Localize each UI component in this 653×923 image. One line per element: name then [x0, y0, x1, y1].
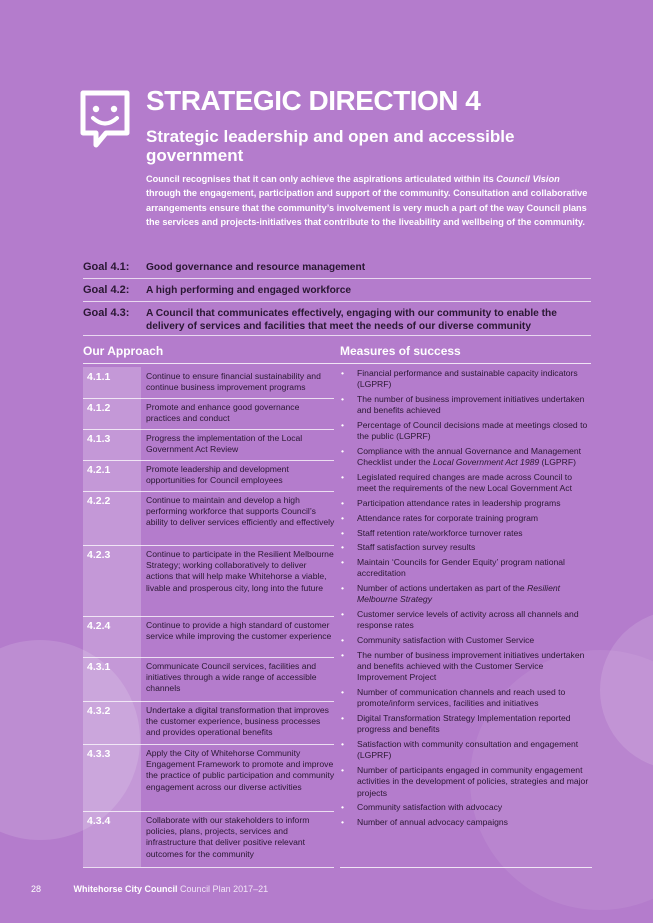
- approach-code: 4.1.1: [83, 367, 141, 398]
- approach-text: Apply the City of Whitehorse Community Engagement Framework to promote and improve the practice of public participation and community engagement across our diverse activities: [146, 748, 335, 792]
- measure-item: • Maintain ‘Councils for Gender Equity’ program national accreditation: [340, 557, 592, 579]
- approach-row: [83, 491, 334, 546]
- approach-code: 4.3.1: [83, 657, 141, 701]
- approach-code: 4.3.4: [83, 811, 141, 867]
- measure-item: • Customer service levels of activity across all channels and response rates: [340, 609, 592, 631]
- approach-text: Promote and enhance good governance practices and conduct: [146, 402, 300, 424]
- measure-item: • Satisfaction with community consultation and engagement (LGPRF): [340, 739, 592, 761]
- approach-code: 4.3.3: [83, 744, 141, 811]
- measure-item: • Participation attendance rates in leadership programs: [340, 498, 592, 509]
- goal-label: Goal 4.1:: [83, 261, 130, 273]
- footer-doc-title: Council Plan 2017–21: [180, 884, 269, 894]
- speech-bubble-smiley-icon: [79, 89, 131, 149]
- goal-row: [83, 261, 591, 279]
- approach-code: 4.2.3: [83, 545, 141, 616]
- approach-row: [83, 744, 334, 812]
- goal-label: Goal 4.2:: [83, 284, 130, 296]
- measure-item: • Legislated required changes are made across Council to meet the requirements of the new Local Government Act: [340, 472, 592, 494]
- approach-code: 4.1.3: [83, 429, 141, 460]
- page-title: STRATEGIC DIRECTION 4: [146, 85, 481, 116]
- approach-text: Collaborate with our stakeholders to inform policies, plans, projects, services and infrastructure that deliver positive relevant outcomes for the community: [146, 815, 310, 859]
- measure-item: • Number of annual advocacy campaigns: [340, 817, 592, 828]
- approach-row: [83, 367, 334, 399]
- measures-list: [340, 368, 592, 832]
- goal-label: Goal 4.3:: [83, 307, 130, 319]
- measure-item: • Digital Transformation Strategy Implementation reported progress and benefits: [340, 713, 592, 735]
- measures-header: Measures of success: [340, 344, 461, 358]
- approach-code: 4.3.2: [83, 701, 141, 744]
- approach-row: [83, 616, 334, 658]
- footer: [31, 884, 268, 894]
- approach-row: [83, 398, 334, 430]
- approach-row: [83, 460, 334, 492]
- goal-text: A high performing and engaged workforce: [146, 285, 352, 296]
- approach-header: Our Approach: [83, 344, 164, 358]
- page-number: 28: [31, 884, 42, 894]
- approach-row: [83, 657, 334, 702]
- approach-text: Continue to maintain and develop a high performing workforce that supports Council’s ability to deliver services efficiently and effectively: [146, 495, 335, 528]
- measure-item: • The number of business improvement initiatives undertaken and benefits achieved: [340, 394, 592, 416]
- approach-text: Continue to provide a high standard of customer service while improving the customer experience: [146, 620, 332, 642]
- approach-text: Continue to participate in the Resilient Melbourne Strategy; working collaboratively to deliver actions that will help make Whitehorse a viable, livable and prosperous city, long into the future: [146, 549, 334, 593]
- approach-row: [83, 429, 334, 461]
- approach-code: 4.2.4: [83, 616, 141, 657]
- intro-paragraph: Council recognises that it can only achieve the aspirations articulated within its Council Vision through the engagement, participation and support of the community. Consultation and collaborative arrangements ensure that the community’s involvement is very much a part of the way Council plans the services and projects-initiatives that contribute to the liveability and wellbeing of the community.: [146, 174, 588, 227]
- measure-item: • Staff satisfaction survey results: [340, 542, 592, 553]
- measure-item: • The number of business improvement initiatives undertaken and benefits achieved with the Customer Service Improvement Project: [340, 650, 592, 684]
- approach-text: Undertake a digital transformation that improves the customer experience, business processes and provides operational benefits: [146, 705, 329, 738]
- goal-text: Good governance and resource management: [146, 262, 366, 273]
- goal-row: [83, 307, 591, 336]
- measure-item: • Number of actions undertaken as part of the Resilient Melbourne Strategy: [340, 583, 592, 605]
- approach-code: 4.2.1: [83, 460, 141, 491]
- measure-item: • Financial performance and sustainable capacity indicators (LGPRF): [340, 368, 592, 390]
- approach-row: [83, 545, 334, 617]
- approach-text: Continue to ensure financial sustainability and continue business improvement programs: [146, 371, 321, 393]
- approach-text: Promote leadership and development opportunities for Council employees: [146, 464, 289, 486]
- measure-item: • Number of communication channels and reach used to promote/inform services, facilities and initiatives: [340, 687, 592, 709]
- approach-row: [83, 811, 334, 868]
- measure-item: • Staff retention rate/workforce turnover rates: [340, 528, 592, 539]
- measure-item: • Community satisfaction with Customer Service: [340, 635, 592, 646]
- goal-text: A Council that communicates effectively, engaging with our community to enable the delivery of services and facilities that meet the needs of our diverse community: [146, 308, 557, 332]
- divider: [340, 867, 592, 868]
- measure-item: • Percentage of Council decisions made at meetings closed to the public (LGPRF): [340, 420, 592, 442]
- approach-text: Progress the implementation of the Local Government Act Review: [146, 433, 303, 455]
- measure-item: • Community satisfaction with advocacy: [340, 802, 592, 813]
- divider: [83, 363, 591, 364]
- measure-item: • Attendance rates for corporate training program: [340, 513, 592, 524]
- page-subtitle: Strategic leadership and open and accessible government: [146, 127, 515, 165]
- goal-row: [83, 284, 591, 302]
- approach-code: 4.2.2: [83, 491, 141, 545]
- measure-item: • Compliance with the annual Governance and Management Checklist under the Local Government Act 1989 (LGPRF): [340, 446, 592, 468]
- footer-org: Whitehorse City Council: [73, 884, 178, 894]
- approach-row: [83, 701, 334, 745]
- approach-code: 4.1.2: [83, 398, 141, 429]
- measure-item: • Number of participants engaged in community engagement activities in the development of policies, strategies and major projects: [340, 765, 592, 799]
- approach-text: Communicate Council services, facilities and initiatives through a wide range of accessible channels: [146, 661, 317, 694]
